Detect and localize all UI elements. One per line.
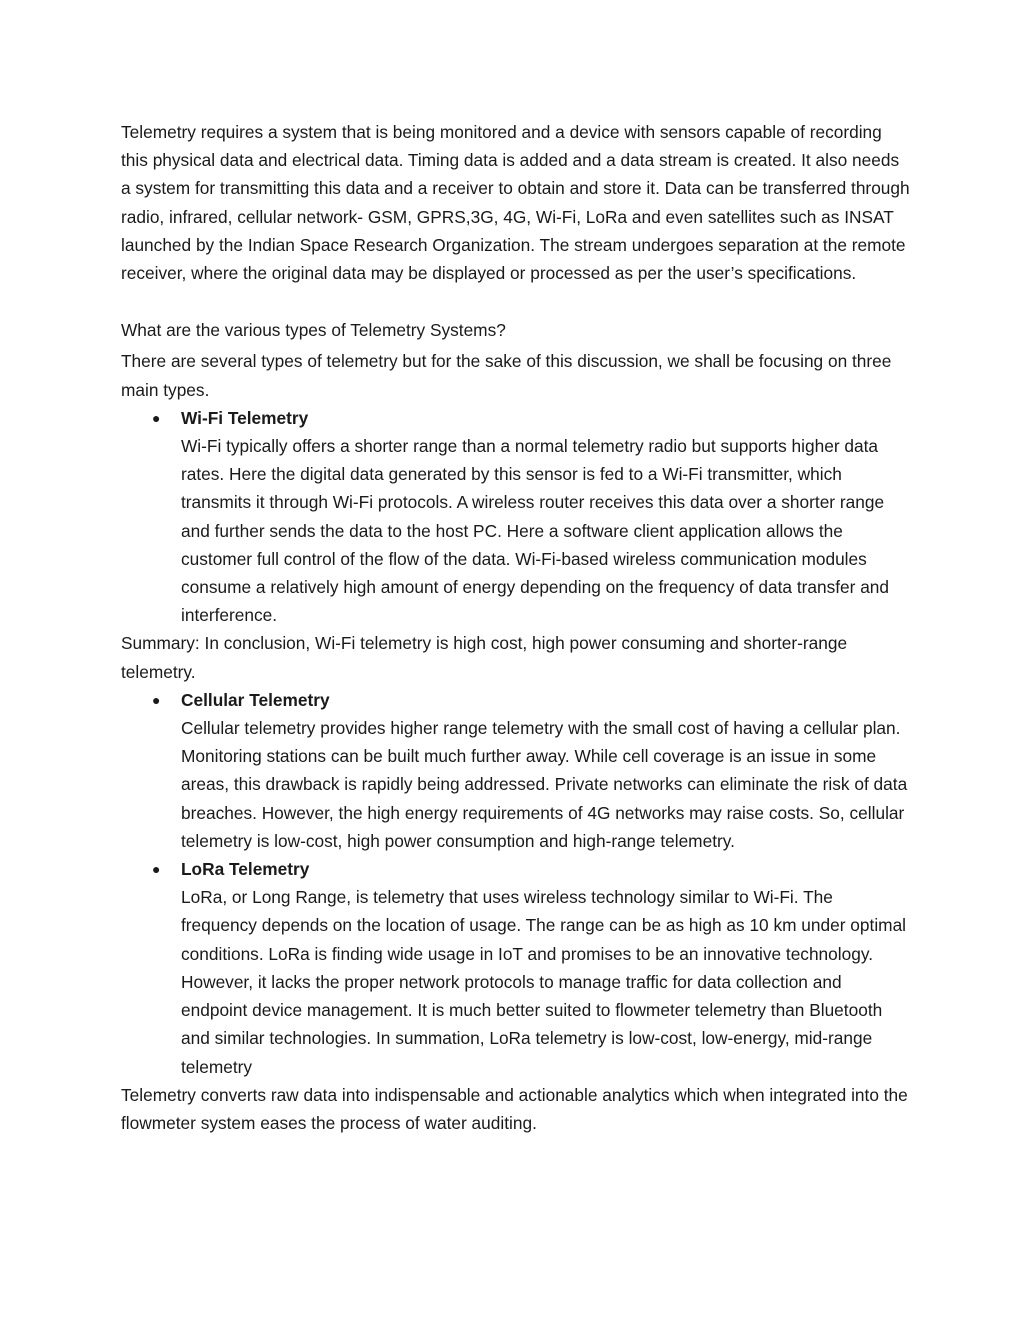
bullet-icon: ● [152, 409, 161, 426]
bullet-icon: ● [152, 861, 161, 878]
bullet-icon: ● [152, 691, 161, 708]
wifi-summary-paragraph: Summary: In conclusion, Wi-Fi telemetry is high cost, high power consuming and shorter-range telemetry. [121, 633, 848, 682]
list-item-cellular [121, 686, 911, 855]
lora-telemetry-title: LoRa Telemetry [181, 859, 310, 880]
telemetry-types-list [121, 404, 911, 630]
document-page [121, 118, 911, 1137]
lora-telemetry-body: LoRa, or Long Range, is telemetry that uses wireless technology similar to Wi-Fi. The frequency depends on the location of usage. The range can be as high as 10 km under optimal conditions. LoRa is finding wide usage in IoT and promises to be an innovative technology. However, it lacks the proper network protocols to manage traffic for data collection and endpoint device management. It is much better suited to flowmeter telemetry than Bluetooth and similar technologies. In summation, LoRa telemetry is low-cost, low-energy, mid-range telemetry [181, 887, 907, 1077]
wifi-telemetry-title: Wi-Fi Telemetry [181, 407, 309, 428]
cellular-telemetry-title: Cellular Telemetry [181, 689, 330, 710]
cellular-telemetry-body: Cellular telemetry provides higher range telemetry with the small cost of having a cellular plan. Monitoring stations can be built much further away. While cell coverage is an issue in some areas, this drawback is rapidly being addressed. Private networks can eliminate the risk of data breaches. However, the high energy requirements of 4G networks may raise costs. So, cellular telemetry is low-cost, high power consumption and high-range telemetry. [181, 718, 908, 851]
intro-paragraph: Telemetry requires a system that is being monitored and a device with sensors capable of recording this physical data and electrical data. Timing data is added and a data stream is created. It also needs a system for transmitting this data and a receiver to obtain and store it. Data can be transferred through radio, infrared, cellular network- GSM, GPRS,3G, 4G, Wi-Fi, LoRa and even satellites such as INSAT launched by the Indian Space Research Organization. The stream undergoes separation at the remote receiver, where the original data may be displayed or processed as per the user’s specifications. [121, 122, 910, 284]
conclusion-paragraph: Telemetry converts raw data into indispensable and actionable analytics which when integrated into the flowmeter system eases the process of water auditing. [121, 1084, 908, 1133]
list-item-wifi [121, 404, 911, 630]
lead-paragraph: There are several types of telemetry but for the sake of this discussion, we shall be focusing on three main types. [121, 351, 892, 400]
wifi-telemetry-body: Wi-Fi typically offers a shorter range than a normal telemetry radio but supports higher data rates. Here the digital data generated by this sensor is fed to a Wi-Fi transmitter, which transmits it through Wi-Fi protocols. A wireless router receives this data over a shorter range and further sends the data to the host PC. Here a software client application allows the customer full control of the flow of the data. Wi-Fi-based wireless communication modules consume a relatively high amount of energy depending on the frequency of data transfer and interference. [181, 436, 890, 626]
telemetry-types-list-continued [121, 686, 911, 1081]
section-question: What are the various types of Telemetry Systems? [121, 320, 506, 341]
list-item-lora [121, 855, 911, 1081]
